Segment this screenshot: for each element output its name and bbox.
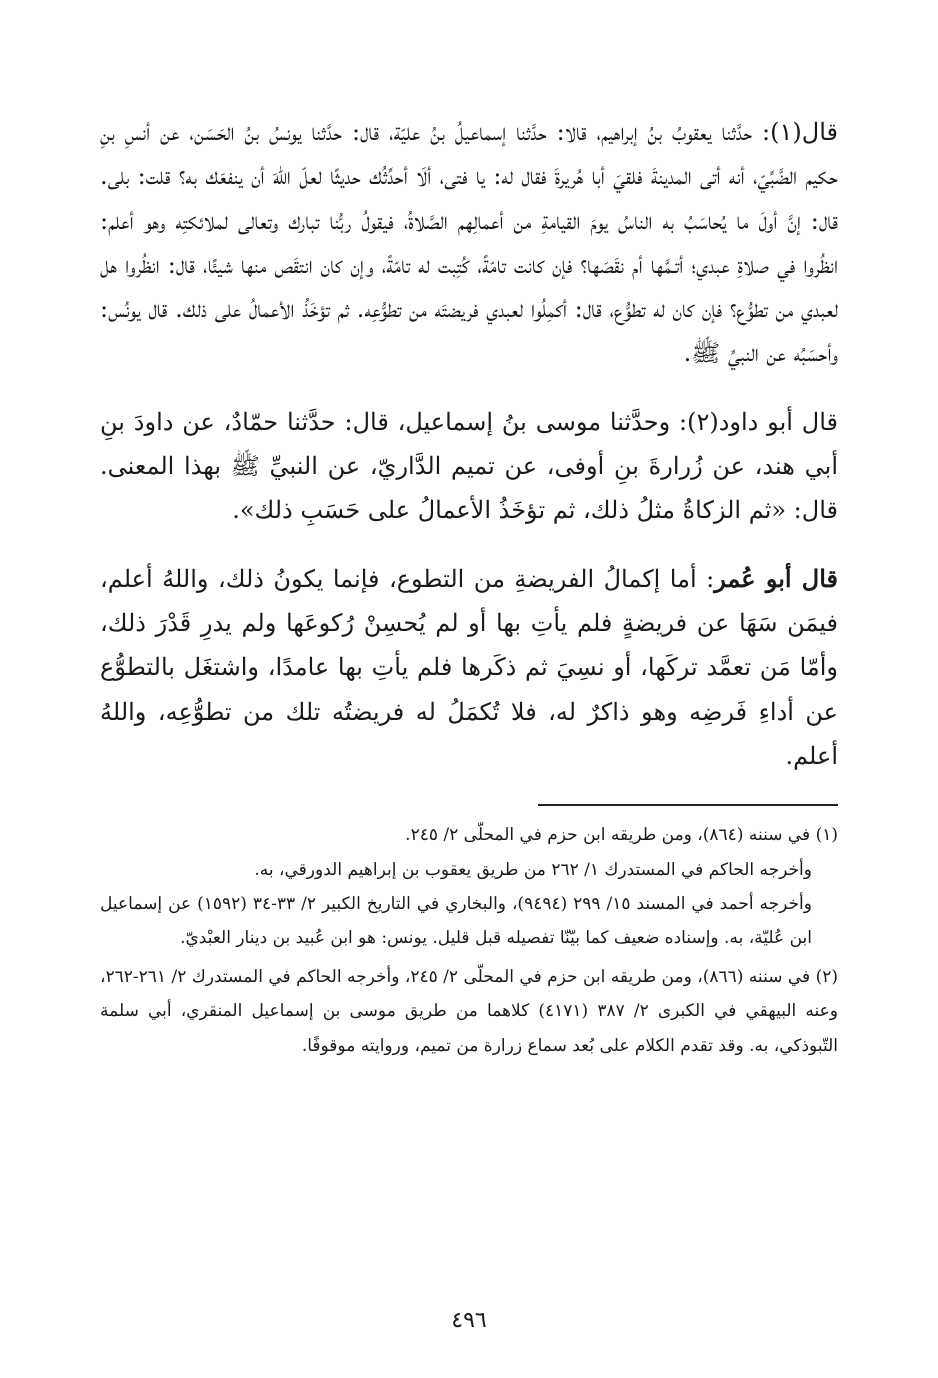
page-number: ٤٩٦ bbox=[451, 1308, 487, 1333]
footnote-2 bbox=[100, 960, 838, 1063]
paragraph-lead: قال أبو عُمر bbox=[714, 563, 838, 593]
footnote-sub: وأخرجه الحاكم في المستدرك ١/ ٢٦٢ من طريق يعقوب بن إبراهيم الدورقي، به. bbox=[254, 859, 812, 880]
footnote-1 bbox=[100, 818, 838, 956]
paragraph-text: قال أبو داود(٢): وحدَّثنا موسى بنُ إسماعيل، قال: حدَّثنا حمّادٌ، عن داودَ بنِ أبي هند، عن زُرارةَ بنِ أوفى، عن تميم الدَّاريّ، عن النبيِّ ﷺ بهذا المعنى. قال: «ثم الزكاةُ مثلُ ذلك، ثم تؤخَذُ الأعمالُ على حَسَبِ ذلك». bbox=[100, 407, 838, 525]
paragraph-1 bbox=[100, 110, 838, 376]
footnote-main: (٢) في سننه (٨٦٦)، ومن طريقه ابن حزم في المحلّى ٢/ ٢٤٥، وأخرجه الحاكم في المستدرك ٢/ ٢٦١-٢٦٢، وعنه البيهقي في الكبرى ٢/ ٣٨٧ (٤١٧١) كلاهما من طريق موسى بن إسماعيل المنقري، أبي سلمة التّبوذكي، به. وقد تقدم الكلام على بُعد سماع زرارة من تميم، وروايته موقوفًا. bbox=[100, 966, 838, 1056]
footnote-sub: وأخرجه أحمد في المسند ١٥/ ٢٩٩ (٩٤٩٤)، والبخاري في التاريخ الكبير ٢/ ٣٣-٣٤ (١٥٩٢) عن إسماعيل ابن عُليّة، به. وإسناده ضعيف كما بيّنّا تفصيله قبل قليل. يونس: هو ابن عُبيد بن دينار العبْديّ. bbox=[100, 893, 812, 949]
page-body bbox=[100, 110, 838, 1330]
paragraph-3 bbox=[100, 557, 838, 778]
paragraph-text: : أما إكمالُ الفريضةِ من التطوع، فإنما يكونُ ذلك، واللهُ أعلم، فيمَن سَهَا عن فريضةٍ فلم يأتِ بها أو لم يُحسِنْ رُكوعَها ولم يدرِ قَدْرَ ذلك، وأمّا مَن تعمَّد تركَها، أو نسِيَ ثم ذكَرها فلم يأتِ بها عامدًا، واشتغَل بالتطوُّع عن أداءِ فَرضِه وهو ذاكرٌ له، فلا تُكمَلُ له فريضتُه تلك من تطوُّعِه، واللهُ أعلم. bbox=[100, 564, 838, 770]
paragraph-2 bbox=[100, 400, 838, 533]
paragraph-text: قال(١): حدَّثنا يعقوبُ بنُ إبراهيم، قالا: حدَّثنا إسماعيلُ بنُ عليّة، قال: حدَّثنا يونسُ بنُ الحَسَن، عن أنسِ بنِ حكيم الضَّبِّيّ، أنه أتى المدينةَ فلقيَ أبا هُريرةَ فقال له: يا فتى، ألَا أحدِّثُك حديثًا لعلّ اللهَ أن ينفعَك به؟ قلت: بلى. قال: إنَّ أولَ ما يُحاسَبُ به الناسُ يومَ القيامةِ من أعمالِهم الصَّلاةُ، فيقولُ ربُّنا تبارك وتعالى لملائكتِه وهو أعلم: انظُروا في صلاةِ عبدي؛ أتـمَّها أم نقَصَها؟ فإن كانت تامّةً، كُتِبت له تامّةً، وإن كان انتقَص منها شيئًا، قال: انظُروا هل لعبدي من تطوُّع؟ فإن كان له تطوُّع، قال: أكمِلُوا لعبدي فريضتَه من تطوُّعِه. ثم تؤخَذُ الأعمالُ على ذلك. قال يونُس: وأحسَبُه عن النبيِّ ﷺ. bbox=[100, 118, 838, 368]
footnote-main: (١) في سننه (٨٦٤)، ومن طريقه ابن حزم في المحلّى ٢/ ٢٤٥. bbox=[405, 825, 838, 846]
footnote-separator bbox=[538, 804, 838, 806]
